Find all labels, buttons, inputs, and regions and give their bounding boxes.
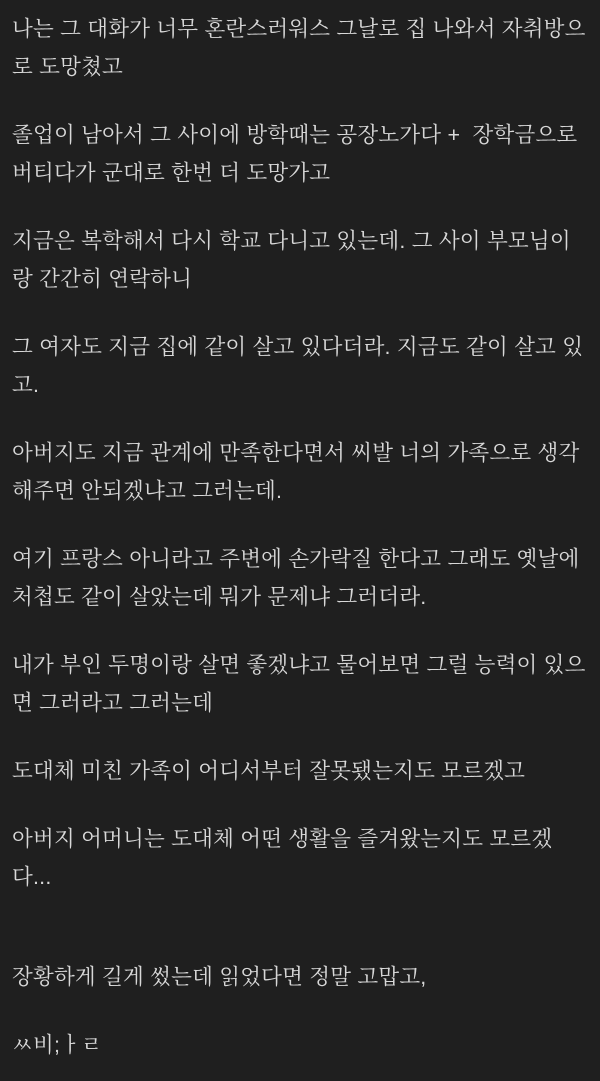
post-paragraph: 도대체 미친 가족이 어디서부터 잘못됐는지도 모르겠고 (12, 759, 526, 783)
post-paragraph: 장황하게 길게 썼는데 읽었다면 정말 고맙고, (12, 965, 427, 989)
post-paragraph: 졸업이 남아서 그 사이에 방학때는 공장노가다 + 장학금으로 버티다가 군대로 한번 더 도망가고 (12, 123, 584, 185)
post-paragraph: 아버지 어머니는 도대체 어떤 생활을 즐겨왔는지도 모르겠다... (12, 827, 553, 889)
post-paragraph: 여기 프랑스 아니라고 주변에 손가락질 한다고 그래도 옛날에 처첩도 같이 살았는데 뭐가 문제냐 그러더라. (12, 547, 586, 609)
post-paragraph: 내가 부인 두명이랑 살면 좋겠냐고 물어보면 그럴 능력이 있으면 그러라고 그러는데 (12, 653, 586, 715)
post-paragraph: 지금은 복학해서 다시 학교 다니고 있는데. 그 사이 부모님이랑 간간히 연락하니 (12, 229, 571, 291)
post-paragraph: 나는 그 대화가 너무 혼란스러워스 그날로 집 나와서 자취방으로 도망쳤고 (12, 17, 586, 79)
post-paragraph: 아버지도 지금 관계에 만족한다면서 씨발 너의 가족으로 생각해주면 안되겠냐고 그러는데. (12, 441, 580, 503)
post-paragraph: 그 여자도 지금 집에 같이 살고 있다더라. 지금도 같이 살고 있고. (12, 335, 584, 397)
post-paragraph-signature: ㅆ비;ㅏㄹ (12, 1033, 103, 1057)
